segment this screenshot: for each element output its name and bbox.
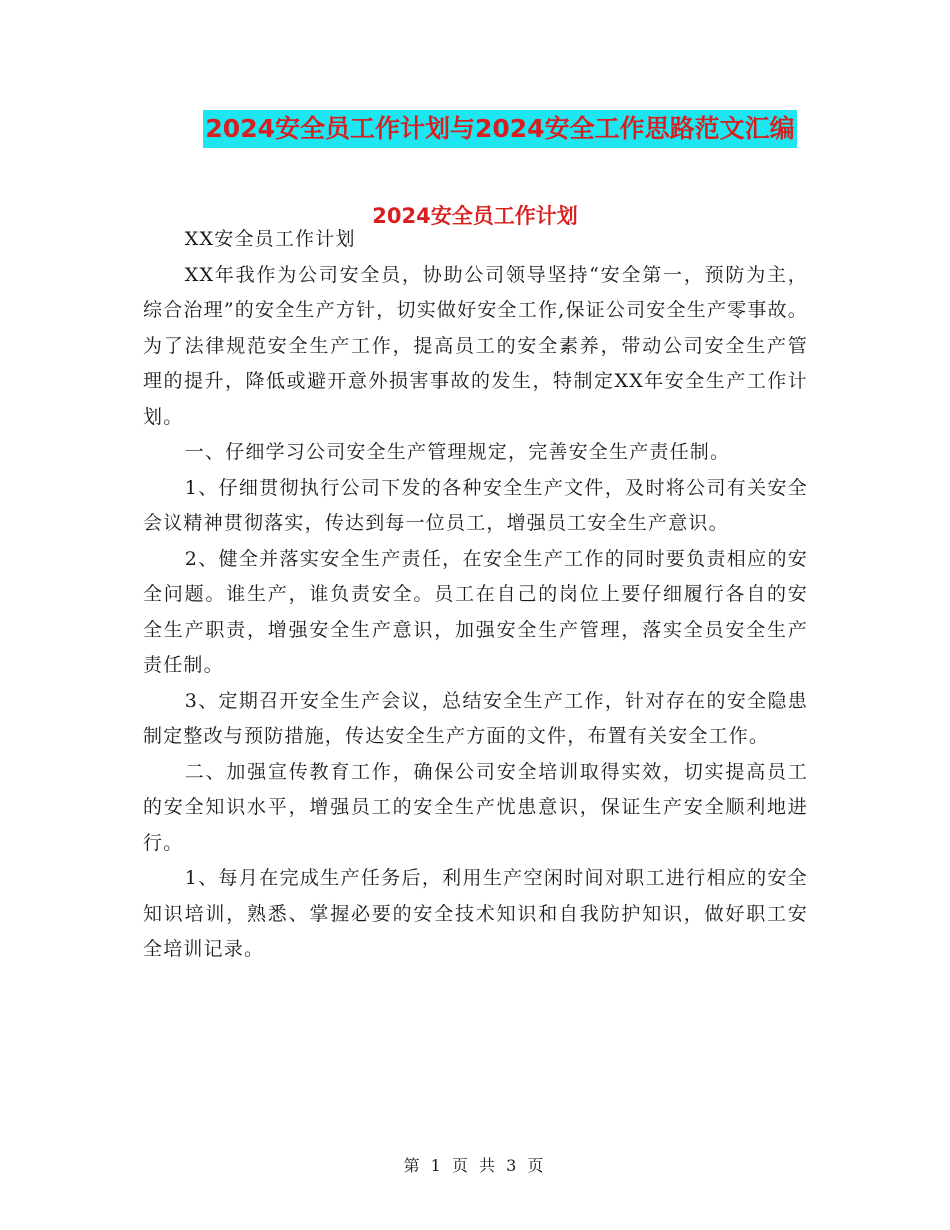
body-text	[143, 222, 808, 968]
paragraph: 3、定期召开安全生产会议，总结安全生产工作，针对存在的安全隐患制定整改与预防措施，传达安全生产方面的文件，布置有关安全工作。	[143, 689, 808, 747]
paragraph: 二、加强宣传教育工作，确保公司安全培训取得实效，切实提高员工的安全知识水平，增强员工的安全生产忧患意识，保证生产安全顺利地进行。	[143, 760, 808, 854]
paragraph: 1、仔细贯彻执行公司下发的各种安全生产文件，及时将公司有关安全会议精神贯彻落实，传达到每一位员工，增强员工安全生产意识。	[143, 476, 808, 534]
paragraph: 2、健全并落实安全生产责任，在安全生产工作的同时要负责相应的安全问题。谁生产，谁负责安全。员工在自己的岗位上要仔细履行各自的安全生产职责，增强安全生产意识，加强安全生产管理，落实全员安全生产责任制。	[143, 547, 808, 676]
main-title: 2024安全员工作计划与2024安全工作思路范文汇编	[203, 110, 796, 148]
page-footer: 第 1 页 共 3 页	[403, 1156, 547, 1175]
paragraph: XX年我作为公司安全员，协助公司领导坚持“安全第一，预防为主，综合治理”的安全生产方针，切实做好安全工作,保证公司安全生产零事故。为了法律规范安全生产工作，提高员工的安全素养，带动公司安全生产管理的提升，降低或避开意外损害事故的发生，特制定XX年安全生产工作计划。	[143, 263, 808, 428]
main-title-container	[0, 110, 950, 148]
paragraph: XX安全员工作计划	[184, 228, 356, 250]
section-title: 2024安全员工作计划	[372, 204, 578, 228]
paragraph: 一、仔细学习公司安全生产管理规定，完善安全生产责任制。	[184, 441, 731, 463]
paragraph: 1、每月在完成生产任务后，利用生产空闲时间对职工进行相应的安全知识培训，熟悉、掌握必要的安全技术知识和自我防护知识，做好职工安全培训记录。	[143, 867, 808, 960]
